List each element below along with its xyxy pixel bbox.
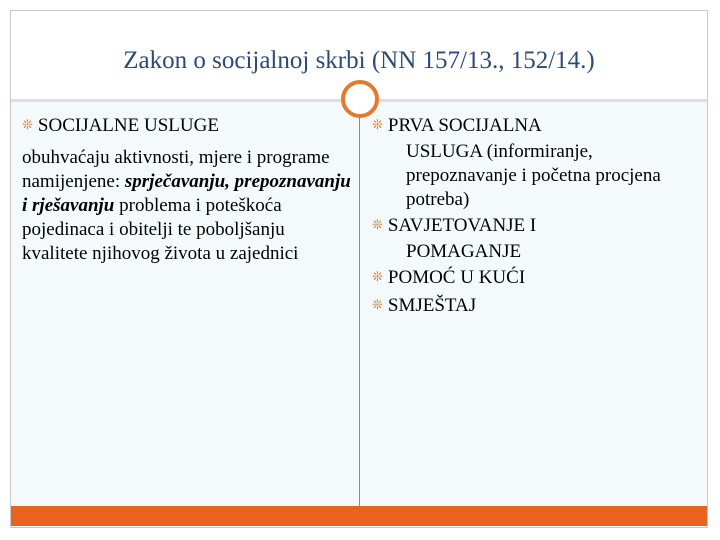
wave-bullet-icon: ❊ (22, 118, 33, 133)
left-paragraph (22, 146, 352, 266)
slide-title: Zakon o socijalnoj skrbi (NN 157/13., 152/14.) (123, 47, 595, 74)
right-item-label: PRVA SOCIJALNA (387, 115, 542, 136)
footer-bar (11, 506, 707, 526)
right-item-sub (372, 140, 692, 212)
right-item-sub-text: (informiranje, prepoznavanje i početna procjena potreba) (406, 141, 661, 210)
right-item-pomoc (372, 266, 692, 292)
left-heading: SOCIJALNE USLUGE (37, 115, 219, 136)
right-item-savjetovanje (372, 214, 692, 264)
right-item-label-cont: POMAGANJE (406, 241, 522, 262)
wave-bullet-icon: ❊ (372, 298, 383, 313)
right-item-label: POMOĆ U KUĆI (387, 267, 526, 288)
left-emphasis: sprječavanju, prepoznavanju i rješavanju (22, 171, 351, 216)
right-item-prva (372, 114, 692, 212)
right-item-label: SAVJETOVANJE I (387, 215, 537, 236)
right-column (372, 114, 692, 322)
right-item-smjestaj (372, 294, 692, 320)
right-item-label: SMJEŠTAJ (387, 295, 477, 316)
left-column (22, 114, 352, 266)
left-heading-row (22, 114, 352, 140)
right-item-label-cont: USLUGA (406, 141, 483, 162)
left-text-1: obuhvaćaju aktivnosti, mjere i programe namijenjene: (22, 147, 330, 192)
column-divider (359, 102, 360, 506)
wave-bullet-icon: ❊ (372, 270, 383, 285)
left-text-2: problema i poteškoća pojedinaca i obitelji te poboljšanju kvalitete njihovog života u zajednici (22, 195, 299, 264)
wave-bullet-icon: ❊ (372, 218, 383, 233)
ring-ornament-icon (341, 80, 379, 118)
wave-bullet-icon: ❊ (372, 118, 383, 133)
